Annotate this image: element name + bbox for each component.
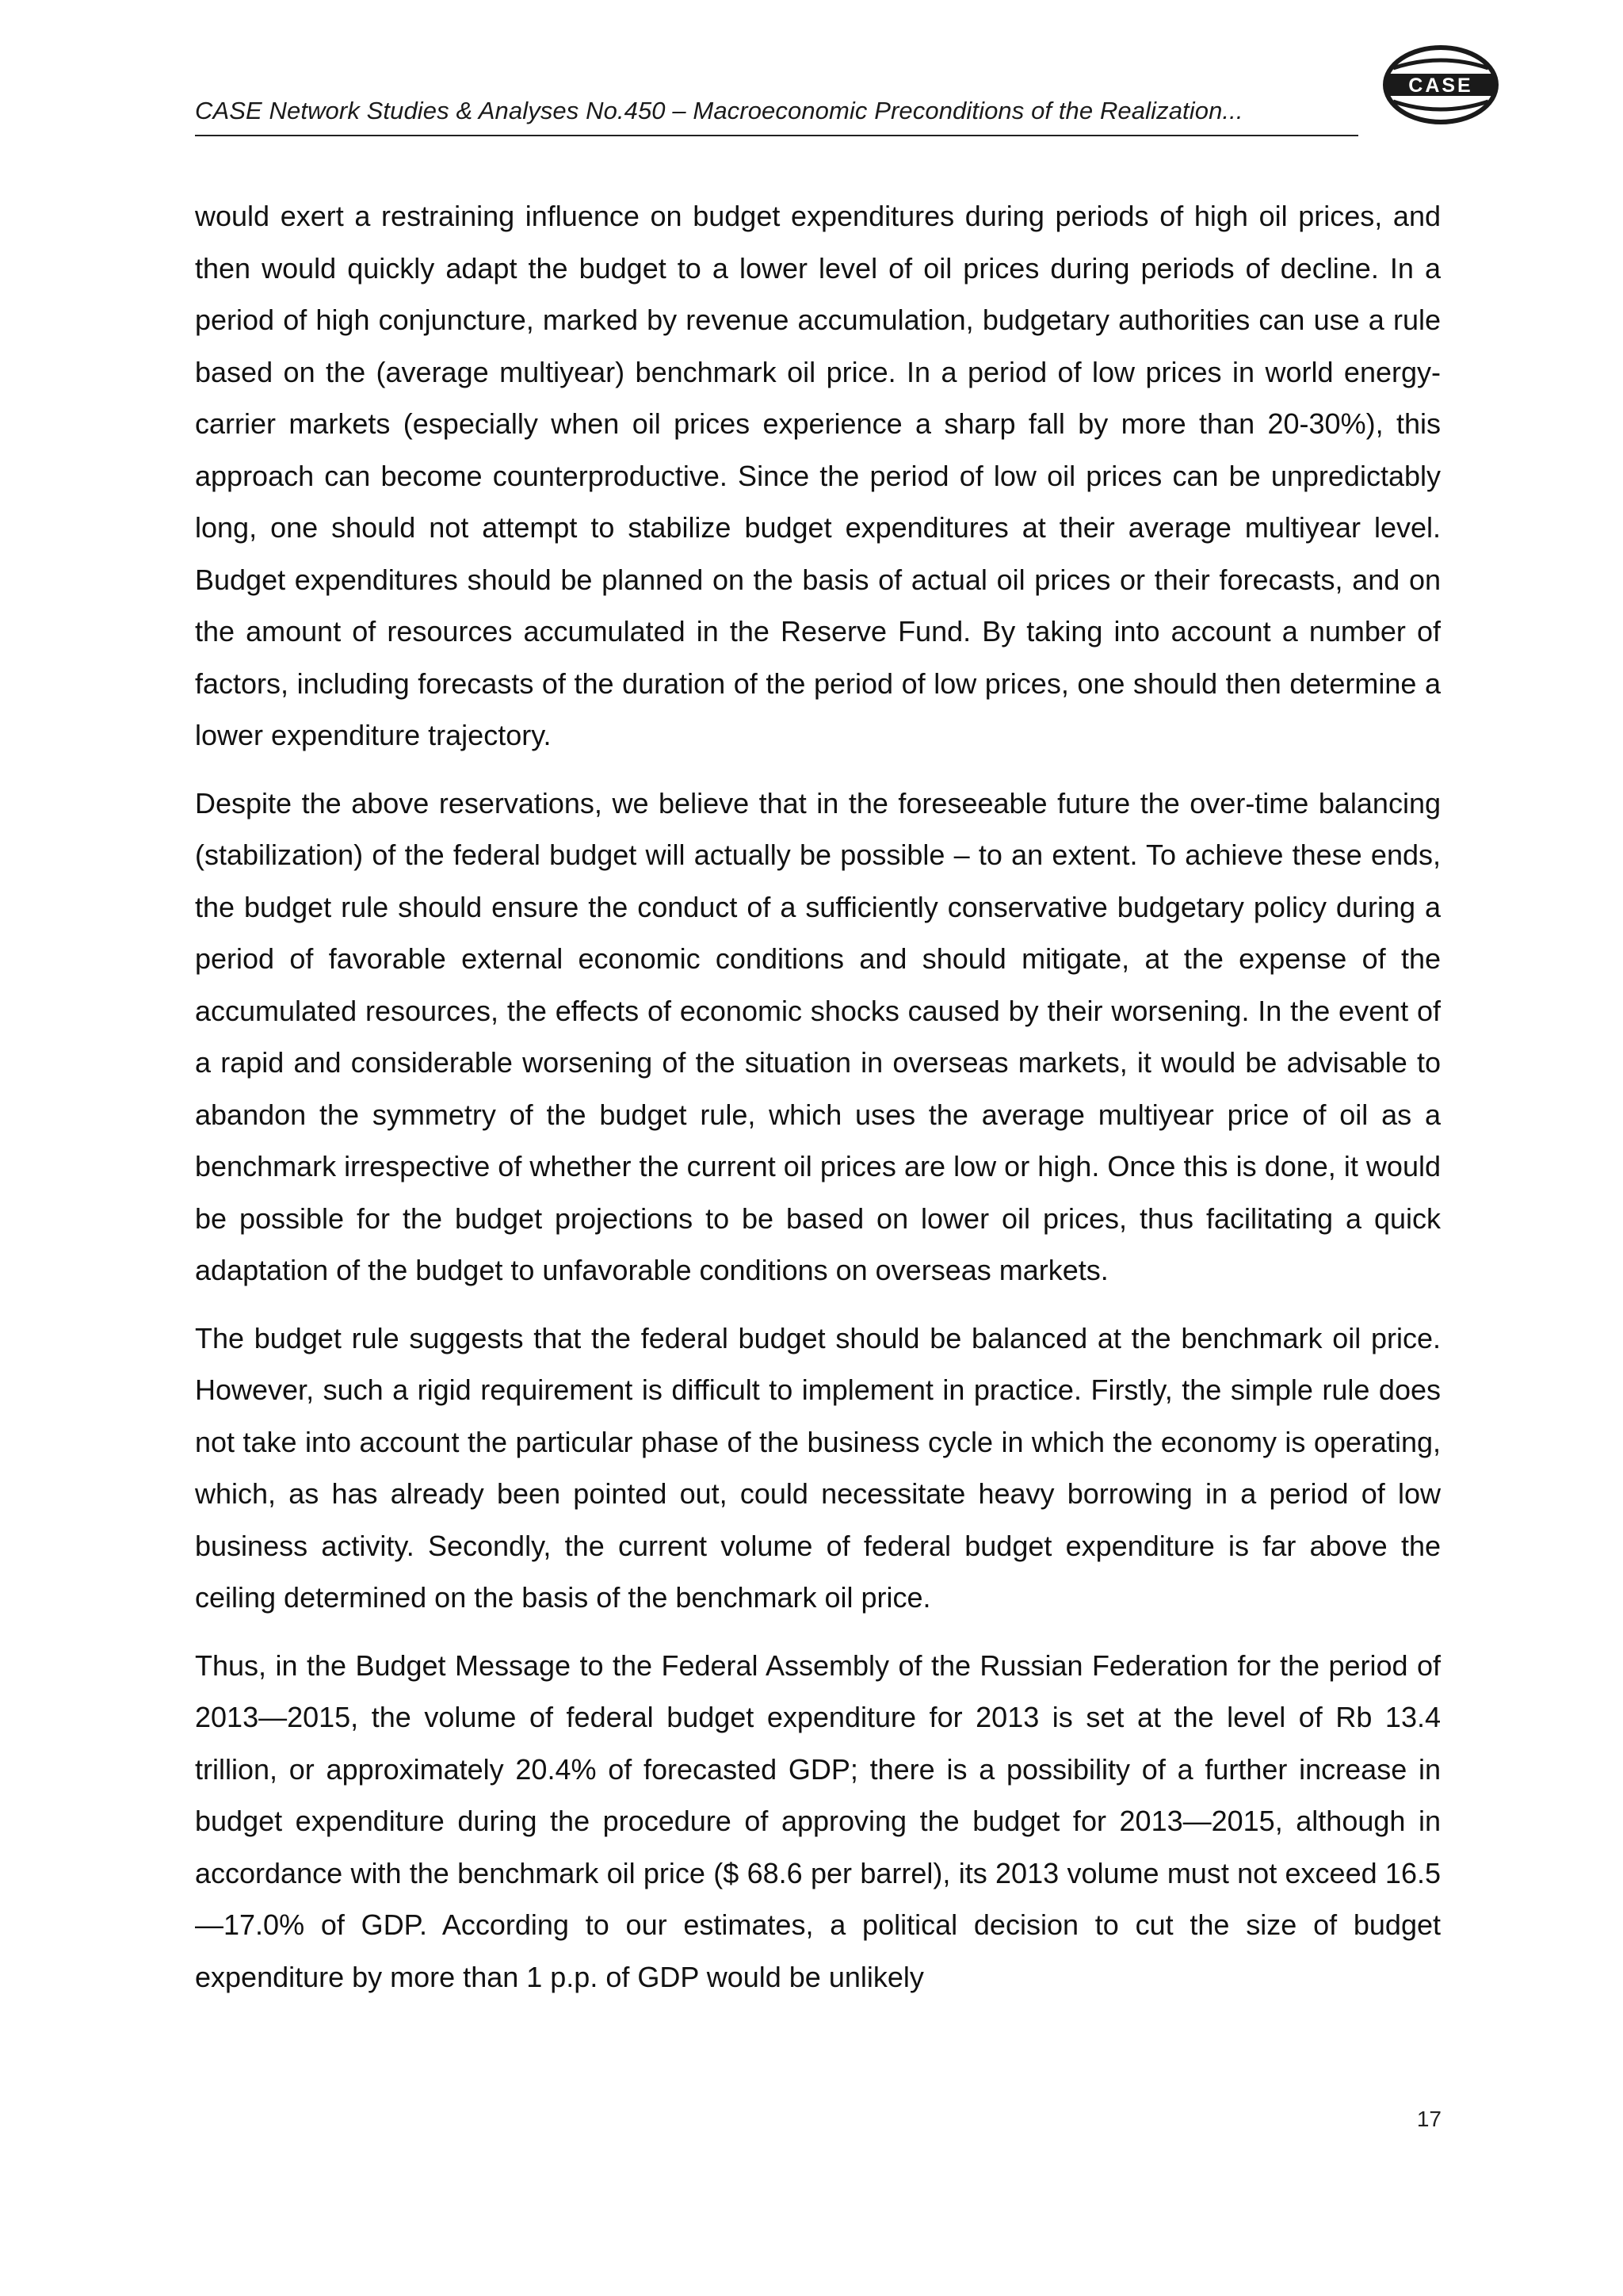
header-divider xyxy=(195,135,1358,136)
running-header-title: CASE Network Studies & Analyses No.450 – Macroeconomic Preconditions of the Realization... xyxy=(195,97,1243,124)
paragraph: Despite the above reservations, we believe that in the foreseeable future the over-time balancing (stabilization) of the federal budget will actually be possible – to an extent. To achieve these ends, the budget rule should ensure the conduct of a sufficiently conservative budgetary policy during a period of favorable external economic conditions and should mitigate, at the expense of the accumulated resources, the effects of economic shocks caused by their worsening. In the event of a rapid and considerable worsening of the situation in overseas markets, it would be advisable to abandon the symmetry of the budget rule, which uses the average multiyear price of oil as a benchmark irrespective of whether the current oil prices are low or high. Once this is done, it would be possible for the budget projections to be based on lower oil prices, thus facilitating a quick adaptation of the budget to unfavorable conditions on overseas markets. xyxy=(195,786,1441,1286)
paragraph: Thus, in the Budget Message to the Federal Assembly of the Russian Federation for the period of 2013—2015, the volume of federal budget expenditure for 2013 is set at the level of Rb 13.4 trillion, or approximately 20.4% of forecasted GDP; there is a possibility of a further increase in budget expenditure during the procedure of approving the budget for 2013—2015, although in accordance with the benchmark oil price ($ 68.6 per barrel), its 2013 volume must not exceed 16.5—17.0% of GDP. According to our estimates, a political decision to cut the size of budget expenditure by more than 1 p.p. of GDP would be unlikely xyxy=(195,1648,1441,1993)
paragraph: would exert a restraining influence on budget expenditures during periods of high oil prices, and then would quickly adapt the budget to a lower level of oil prices during periods of decline. In a period of high conjuncture, marked by revenue accumulation, budgetary authorities can use a rule based on the (average multiyear) benchmark oil price. In a period of low prices in world energy-carrier markets (especially when oil prices experience a sharp fall by more than 20-30%), this approach can become counterproductive. Since the period of low oil prices can be unpredictably long, one should not attempt to stabilize budget expenditures at their average multiyear level. Budget expenditures should be planned on the basis of actual oil prices or their forecasts, and on the amount of resources accumulated in the Reserve Fund. By taking into account a number of factors, including forecasts of the duration of the period of low prices, one should then determine a lower expenditure trajectory. xyxy=(195,200,1441,751)
body-text xyxy=(195,190,1441,2019)
paragraph: The budget rule suggests that the federal budget should be balanced at the benchmark oil price. However, such a rigid requirement is difficult to implement in practice. Firstly, the simple rule does not take into account the particular phase of the business cycle in which the economy is operating, which, as has already been pointed out, could necessitate heavy borrowing in a period of low business activity. Secondly, the current volume of federal budget expenditure is far above the ceiling determined on the basis of the benchmark oil price. xyxy=(195,1321,1441,1614)
page-number: 17 xyxy=(1416,2107,1442,2131)
case-logo-text: CASE xyxy=(1408,74,1473,97)
page-header xyxy=(195,44,1510,147)
case-logo xyxy=(1382,44,1499,125)
